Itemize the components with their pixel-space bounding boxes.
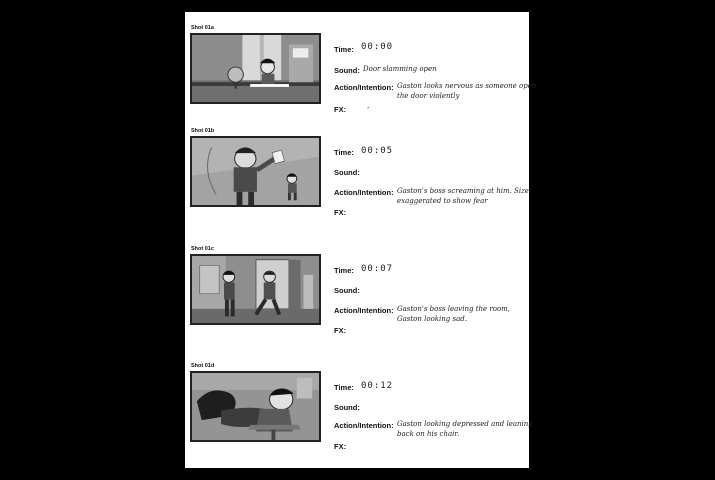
shot-01a [185,25,537,135]
shot-01c [185,246,529,356]
storyboard-panel-01b [190,136,321,207]
action-label: Action/Intention: [334,306,394,315]
fx-value: - [367,104,370,112]
shot-01d [185,363,533,473]
action-value: Gaston looking depressed and leaning back on his chair. [397,420,533,438]
time-value: 00:12 [361,381,394,391]
time-label: Time: [334,148,354,157]
sound-label: Sound: [334,286,360,295]
shot-label: Shot 01a [191,25,214,31]
action-value: Gaston's boss screaming at him. Size exaggerated to show fear [397,187,529,205]
sound-label: Sound: [334,66,360,75]
shot-label: Shot 01b [191,128,215,134]
shot-01b [185,128,529,238]
fx-label: FX: [334,326,347,335]
action-value: Gaston's boss leaving the room, Gaston looking sad. [397,305,511,323]
sound-label: Sound: [334,168,360,177]
sound-value: Door slamming open [363,65,437,73]
fx-label: FX: [334,442,347,451]
time-value: 00:07 [361,264,394,274]
time-label: Time: [334,383,354,392]
fx-label: FX: [334,208,347,217]
shot-label: Shot 01c [191,246,214,252]
action-label: Action/Intention: [334,83,394,92]
shot-label: Shot 01d [191,363,215,369]
storyboard-panel-01a [190,33,321,104]
storyboard-page [185,12,537,468]
time-label: Time: [334,45,354,54]
time-label: Time: [334,266,354,275]
action-label: Action/Intention: [334,188,394,197]
fx-label: FX: [334,105,347,114]
action-value: Gaston looks nervous as someone open the door violently [397,82,537,100]
storyboard-panel-01c [190,254,321,325]
time-value: 00:00 [361,42,394,52]
sound-label: Sound: [334,403,360,412]
storyboard-panel-01d [190,371,321,442]
action-label: Action/Intention: [334,421,394,430]
time-value: 00:05 [361,146,394,156]
